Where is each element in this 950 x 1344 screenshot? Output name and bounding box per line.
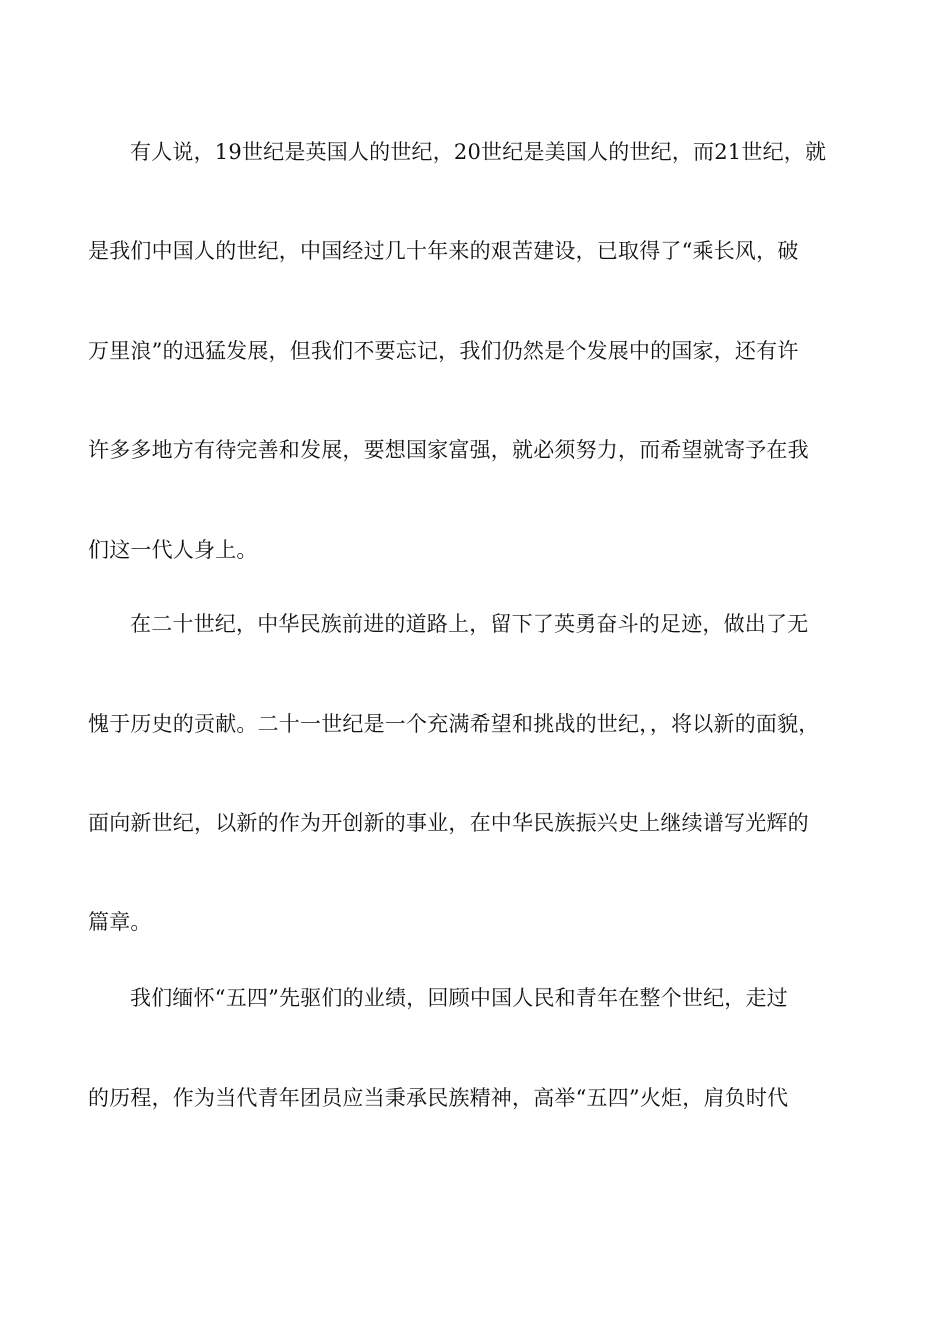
paragraph-2-line-3: 面向新世纪，以新的作为开创新的事业，在中华民族振兴史上继续谱写光辉的 bbox=[88, 811, 809, 835]
paragraph-1-line-3: 万里浪”的迅猛发展，但我们不要忘记，我们仍然是个发展中的国家，还有许 bbox=[88, 339, 799, 363]
paragraph-1-line-4: 许多多地方有待完善和发展，要想国家富强，就必须努力，而希望就寄予在我 bbox=[88, 438, 809, 462]
paragraph-1-line-1: 有人说，19世纪是英国人的世纪，20世纪是美国人的世纪，而21世纪，就 bbox=[130, 140, 827, 164]
paragraph-3-line-1: 我们缅怀“五四”先驱们的业绩，回顾中国人民和青年在整个世纪，走过 bbox=[130, 986, 788, 1010]
paragraph-2-line-1: 在二十世纪，中华民族前进的道路上，留下了英勇奋斗的足迹，做出了无 bbox=[130, 612, 809, 636]
paragraph-2-line-4: 篇章。 bbox=[88, 910, 152, 934]
paragraph-1-line-5: 们这一代人身上。 bbox=[88, 538, 258, 562]
paragraph-2-line-2: 愧于历史的贡献。二十一世纪是一个充满希望和挑战的世纪，，将以新的面貌， bbox=[88, 712, 820, 736]
paragraph-1-line-2: 是我们中国人的世纪，中国经过几十年来的艰苦建设，已取得了“乘长风，破 bbox=[88, 239, 799, 263]
paragraph-3-line-2: 的历程，作为当代青年团员应当秉承民族精神，高举“五四”火炬，肩负时代 bbox=[88, 1086, 789, 1110]
